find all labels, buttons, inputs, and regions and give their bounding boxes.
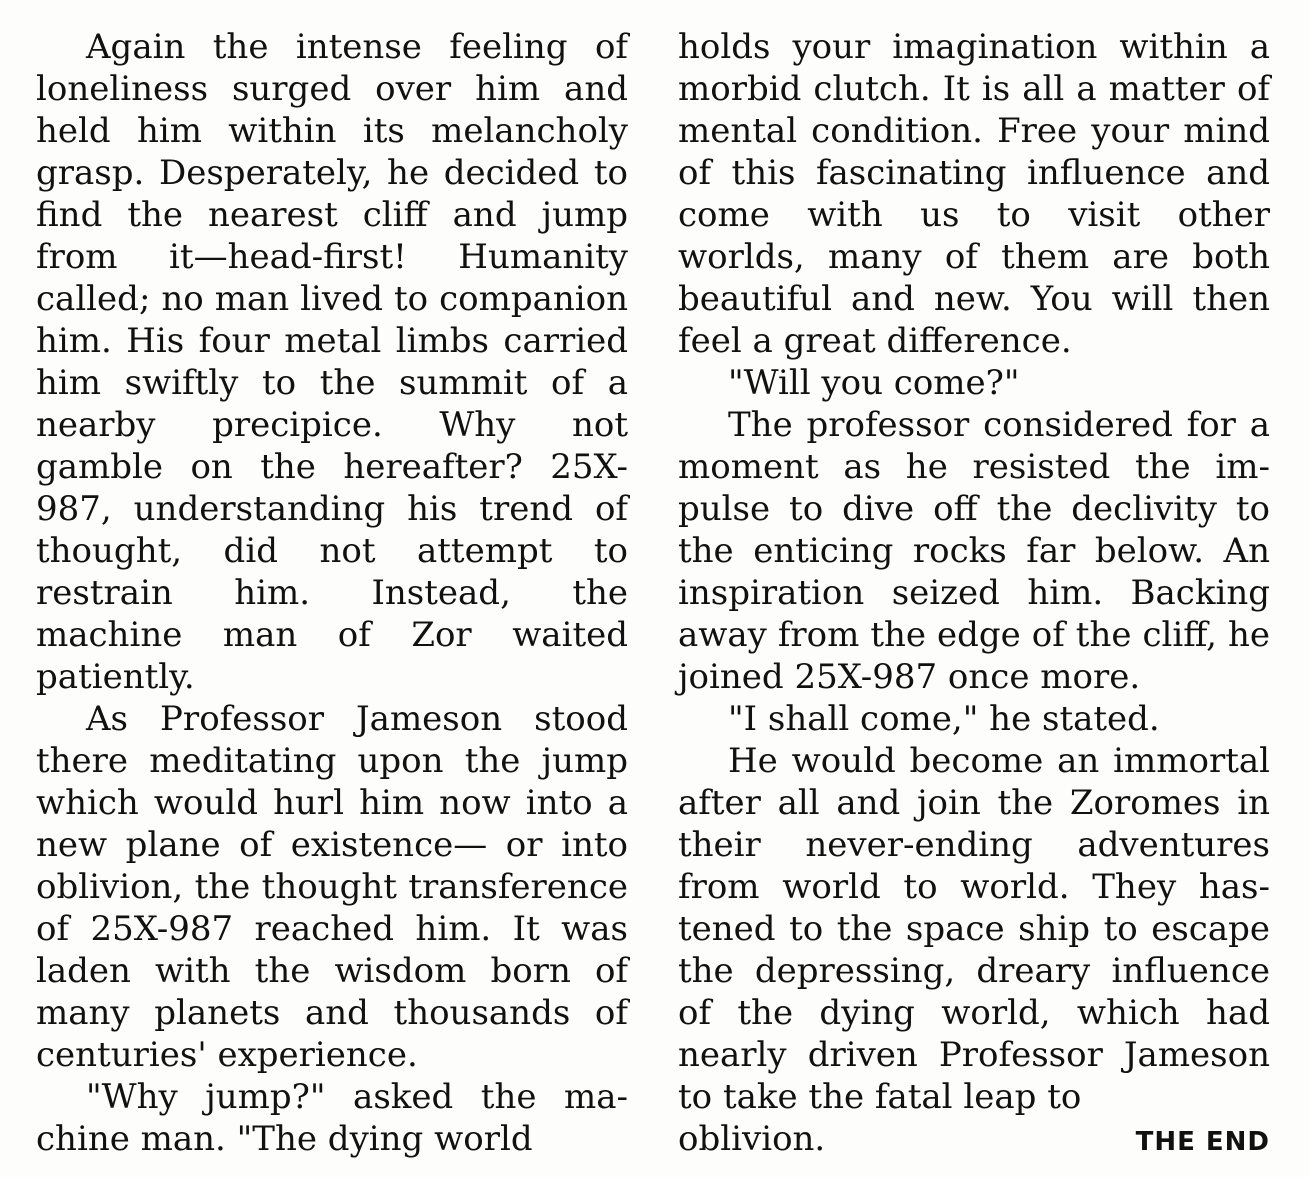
paragraph: "Why jump?" asked the machine man. "The dying world — [36, 1077, 628, 1159]
paragraph: holds your imagination within a morbid clutch. It is all a matter of mental condition. Free your mind of this fascinating influence and come with us to visit other worlds, many of them are both beautiful and new. You will then feel a great difference. — [678, 27, 1270, 361]
right-text-column — [678, 26, 1270, 1163]
paragraph: He would become an immortal after all and join the Zoromes in their never-ending adventures from world to world. They hastened to the space ship to escape the depressing, dreary influence of the dying world, which had nearly driven Professor Jameson to take the fatal leap to — [678, 741, 1270, 1117]
left-text-column — [36, 26, 628, 1160]
closing-word: oblivion. — [678, 1119, 826, 1159]
paragraph: As Professor Jameson stood there meditating upon the jump which would hurl him now into a new plane of existence— or into oblivion, the thought transference of 25X-987 reached him. It was laden with the wisdom born of many planets and thousands of centuries' experience. — [36, 699, 628, 1075]
closing-line — [678, 1118, 1270, 1163]
paragraph: "I shall come," he stated. — [728, 699, 1160, 739]
the-end-mark: THE END — [1135, 1127, 1270, 1157]
paragraph: The professor considered for a moment as he resisted the impulse to dive off the declivity to the enticing rocks far below. An inspiration seized him. Backing away from the edge of the cliff, he joined 25X-987 once more. — [678, 405, 1270, 697]
paragraph: Again the intense feeling of loneliness surged over him and held him within its melancholy grasp. Desperately, he decided to find the nearest cliff and jump from it—head-first! Humanity called; no man lived to companion him. His four metal limbs carried him swiftly to the summit of a nearby precipice. Why not gamble on the hereafter? 25X-987, understanding his trend of thought, did not attempt to restrain him. Instead, the machine man of Zor waited patiently. — [36, 27, 628, 697]
paragraph: "Will you come?" — [728, 363, 1020, 403]
